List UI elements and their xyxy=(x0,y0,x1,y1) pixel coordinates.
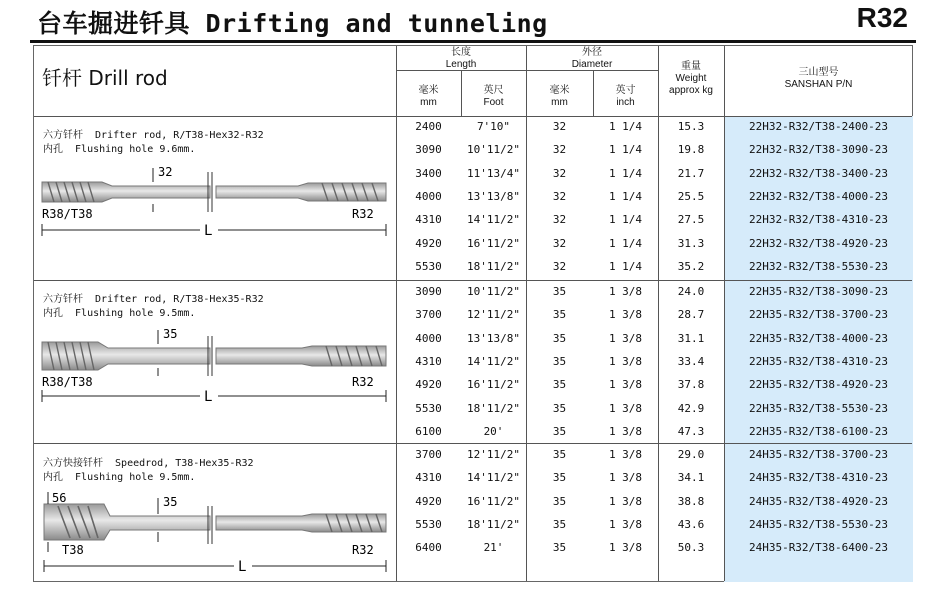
cell-inch: 1 1/4 xyxy=(608,120,643,133)
cell-mm: 5530 xyxy=(415,401,442,415)
cell-inch: 1 3/8 xyxy=(608,494,643,508)
cell-dia: 35 xyxy=(552,331,567,345)
cell-foot: 7'10" xyxy=(476,120,511,133)
cell-pn: 22H32-R32/T38-4000-23 xyxy=(748,189,889,203)
cell-mm: 3700 xyxy=(415,308,442,322)
group-description: 六方钎杆 Drifter rod, R/T38-Hex32-R32 内孔 Flushing hole 9.6mm. xyxy=(43,130,264,155)
cell-weight: 35.2 xyxy=(677,259,705,273)
cell-dia: 35 xyxy=(552,401,567,415)
cell-dia: 35 xyxy=(552,448,567,461)
cell-pn: 22H32-R32/T38-4920-23 xyxy=(748,236,889,250)
cell-mm: 4000 xyxy=(415,331,442,345)
cell-foot: 13'13/8" xyxy=(467,189,520,203)
cell-dia: 35 xyxy=(552,378,567,392)
cell-weight: 28.7 xyxy=(677,308,705,322)
dim-label: 32 xyxy=(158,165,173,179)
dim-label: 35 xyxy=(163,495,178,509)
diameter-header: 外径 Diameter xyxy=(571,47,613,70)
cell-mm: 4310 xyxy=(415,213,442,227)
cell-pn: 22H35-R32/T38-3700-23 xyxy=(748,308,889,322)
cell-pn: 22H32-R32/T38-3400-23 xyxy=(748,166,889,180)
length-label: L xyxy=(204,223,213,239)
cell-inch: 1 3/8 xyxy=(608,285,643,298)
cell-dia: 32 xyxy=(552,189,567,203)
cell-mm: 6100 xyxy=(415,424,442,438)
cell-mm: 4310 xyxy=(415,354,442,368)
cell-weight: 31.1 xyxy=(677,331,705,345)
cell-pn: 22H35-R32/T38-4000-23 xyxy=(748,331,889,345)
cell-dia: 35 xyxy=(552,354,567,368)
cell-dia: 35 xyxy=(552,285,567,298)
cell-dia: 35 xyxy=(552,308,567,322)
cell-foot: 16'11/2" xyxy=(467,494,520,508)
right-thread-label: R32 xyxy=(352,543,374,557)
right-thread-label: R32 xyxy=(352,207,374,221)
cell-inch: 1 3/8 xyxy=(608,401,643,415)
cell-weight: 21.7 xyxy=(677,166,705,180)
cell-inch: 1 1/4 xyxy=(608,213,643,227)
length-header: 长度 Length xyxy=(445,47,477,70)
mm-subheader: 毫米 mm xyxy=(418,85,439,108)
cell-inch: 1 1/4 xyxy=(608,189,643,203)
cell-pn: 22H35-R32/T38-6100-23 xyxy=(748,424,889,438)
cell-foot: 18'11/2" xyxy=(467,259,520,273)
cell-weight: 24.0 xyxy=(677,285,705,298)
cell-mm: 4310 xyxy=(415,471,442,485)
cell-pn: 24H35-R32/T38-3700-23 xyxy=(748,448,889,461)
cell-weight: 38.8 xyxy=(677,494,705,508)
cell-foot: 10'11/2" xyxy=(467,285,520,298)
pn-header: 三山型号 SANSHAN P/N xyxy=(784,67,853,90)
cell-inch: 1 3/8 xyxy=(608,541,643,555)
dim-label: 35 xyxy=(163,327,178,341)
cell-weight: 50.3 xyxy=(677,541,705,555)
cell-weight: 43.6 xyxy=(677,517,705,531)
group-description: 六方钎杆 Drifter rod, R/T38-Hex35-R32 内孔 Flushing hole 9.5mm. xyxy=(43,294,264,319)
group-description: 六方快接钎杆 Speedrod, T38-Hex35-R32 内孔 Flushing hole 9.5mm. xyxy=(43,458,254,483)
mm-subheader-diameter: 毫米 mm xyxy=(549,85,570,108)
cell-dia: 32 xyxy=(552,236,567,250)
cell-foot: 20' xyxy=(483,424,504,438)
foot-subheader: 英尺 Foot xyxy=(483,85,504,108)
left-thread-label: T38 xyxy=(62,543,84,557)
length-label: L xyxy=(204,389,213,405)
row-divider xyxy=(34,116,912,117)
length-label: L xyxy=(238,559,247,575)
cell-pn: 24H35-R32/T38-5530-23 xyxy=(748,517,889,531)
drifter-rod-drawing xyxy=(40,162,390,242)
cell-inch: 1 1/4 xyxy=(608,236,643,250)
drifter-rod-drawing xyxy=(40,326,390,406)
cell-pn: 22H35-R32/T38-5530-23 xyxy=(748,401,889,415)
cell-mm: 4920 xyxy=(415,236,442,250)
cell-mm: 3400 xyxy=(415,166,442,180)
cell-dia: 32 xyxy=(552,143,567,157)
cell-inch: 1 3/8 xyxy=(608,448,643,461)
cell-pn: 24H35-R32/T38-4310-23 xyxy=(748,471,889,485)
cell-weight: 47.3 xyxy=(677,424,705,438)
cell-mm: 5530 xyxy=(415,517,442,531)
cell-foot: 14'11/2" xyxy=(467,471,520,485)
cell-foot: 18'11/2" xyxy=(467,517,520,531)
section-label: 钎杆 Drill rod xyxy=(42,66,168,90)
cell-weight: 37.8 xyxy=(677,378,705,392)
product-code: R32 xyxy=(856,2,908,33)
cell-inch: 1 3/8 xyxy=(608,517,643,531)
cell-pn: 22H35-R32/T38-3090-23 xyxy=(748,285,889,298)
cell-mm: 4920 xyxy=(415,494,442,508)
cell-inch: 1 3/8 xyxy=(608,308,643,322)
cell-weight: 33.4 xyxy=(677,354,705,368)
right-thread-label: R32 xyxy=(352,375,374,389)
cell-pn: 22H35-R32/T38-4920-23 xyxy=(748,378,889,392)
cell-weight: 31.3 xyxy=(677,236,705,250)
cell-dia: 32 xyxy=(552,166,567,180)
cell-weight: 19.8 xyxy=(677,143,705,157)
cell-inch: 1 1/4 xyxy=(608,259,643,273)
cell-pn: 22H35-R32/T38-4310-23 xyxy=(748,354,889,368)
cell-mm: 3090 xyxy=(415,143,442,157)
cell-inch: 1 3/8 xyxy=(608,424,643,438)
cell-dia: 35 xyxy=(552,424,567,438)
title-rule xyxy=(30,40,916,43)
cell-foot: 12'11/2" xyxy=(467,448,520,461)
cell-weight: 29.0 xyxy=(677,448,705,461)
left-thread-label: R38/T38 xyxy=(42,375,93,389)
cell-weight: 15.3 xyxy=(677,120,705,133)
cell-dia: 35 xyxy=(552,471,567,485)
left-thread-label: R38/T38 xyxy=(42,207,93,221)
cell-mm: 2400 xyxy=(415,120,442,133)
cell-dia: 32 xyxy=(552,120,567,133)
pn-column-background xyxy=(724,116,913,582)
cell-mm: 6400 xyxy=(415,541,442,555)
cell-foot: 12'11/2" xyxy=(467,308,520,322)
cell-dia: 35 xyxy=(552,517,567,531)
cell-dia: 35 xyxy=(552,494,567,508)
cell-dia: 35 xyxy=(552,541,567,555)
page-title: 台车掘进钎具 Drifting and tunneling xyxy=(37,9,548,38)
cell-foot: 11'13/4" xyxy=(467,166,520,180)
cell-mm: 3700 xyxy=(415,448,442,461)
cell-foot: 16'11/2" xyxy=(467,236,520,250)
cell-foot: 16'11/2" xyxy=(467,378,520,392)
spec-table xyxy=(33,45,913,582)
cell-inch: 1 3/8 xyxy=(608,354,643,368)
cell-inch: 1 3/8 xyxy=(608,331,643,345)
cell-inch: 1 1/4 xyxy=(608,143,643,157)
cell-pn: 22H32-R32/T38-3090-23 xyxy=(748,143,889,157)
cell-pn: 24H35-R32/T38-4920-23 xyxy=(748,494,889,508)
row-divider xyxy=(34,443,912,444)
cell-dia: 32 xyxy=(552,259,567,273)
cell-weight: 42.9 xyxy=(677,401,705,415)
cell-pn: 22H32-R32/T38-5530-23 xyxy=(748,259,889,273)
cell-mm: 5530 xyxy=(415,259,442,273)
cell-foot: 14'11/2" xyxy=(467,213,520,227)
inch-subheader: 英寸 inch xyxy=(615,85,636,108)
cell-mm: 4920 xyxy=(415,378,442,392)
cell-dia: 32 xyxy=(552,213,567,227)
cell-pn: 22H32-R32/T38-4310-23 xyxy=(748,213,889,227)
cell-pn: 24H35-R32/T38-6400-23 xyxy=(748,541,889,555)
cell-weight: 27.5 xyxy=(677,213,705,227)
cell-mm: 3090 xyxy=(415,285,442,298)
dim-label-coupling: 56 xyxy=(52,491,67,505)
weight-header: 重量 Weight approx kg xyxy=(669,61,713,96)
row-divider xyxy=(34,280,912,281)
cell-foot: 10'11/2" xyxy=(467,143,520,157)
cell-pn: 22H32-R32/T38-2400-23 xyxy=(748,120,889,133)
cell-inch: 1 3/8 xyxy=(608,471,643,485)
cell-mm: 4000 xyxy=(415,189,442,203)
speedrod-drawing xyxy=(40,488,390,578)
cell-inch: 1 3/8 xyxy=(608,378,643,392)
cell-inch: 1 1/4 xyxy=(608,166,643,180)
cell-weight: 25.5 xyxy=(677,189,705,203)
cell-weight: 34.1 xyxy=(677,471,705,485)
cell-foot: 13'13/8" xyxy=(467,331,520,345)
cell-foot: 21' xyxy=(483,541,504,555)
cell-foot: 14'11/2" xyxy=(467,354,520,368)
cell-foot: 18'11/2" xyxy=(467,401,520,415)
